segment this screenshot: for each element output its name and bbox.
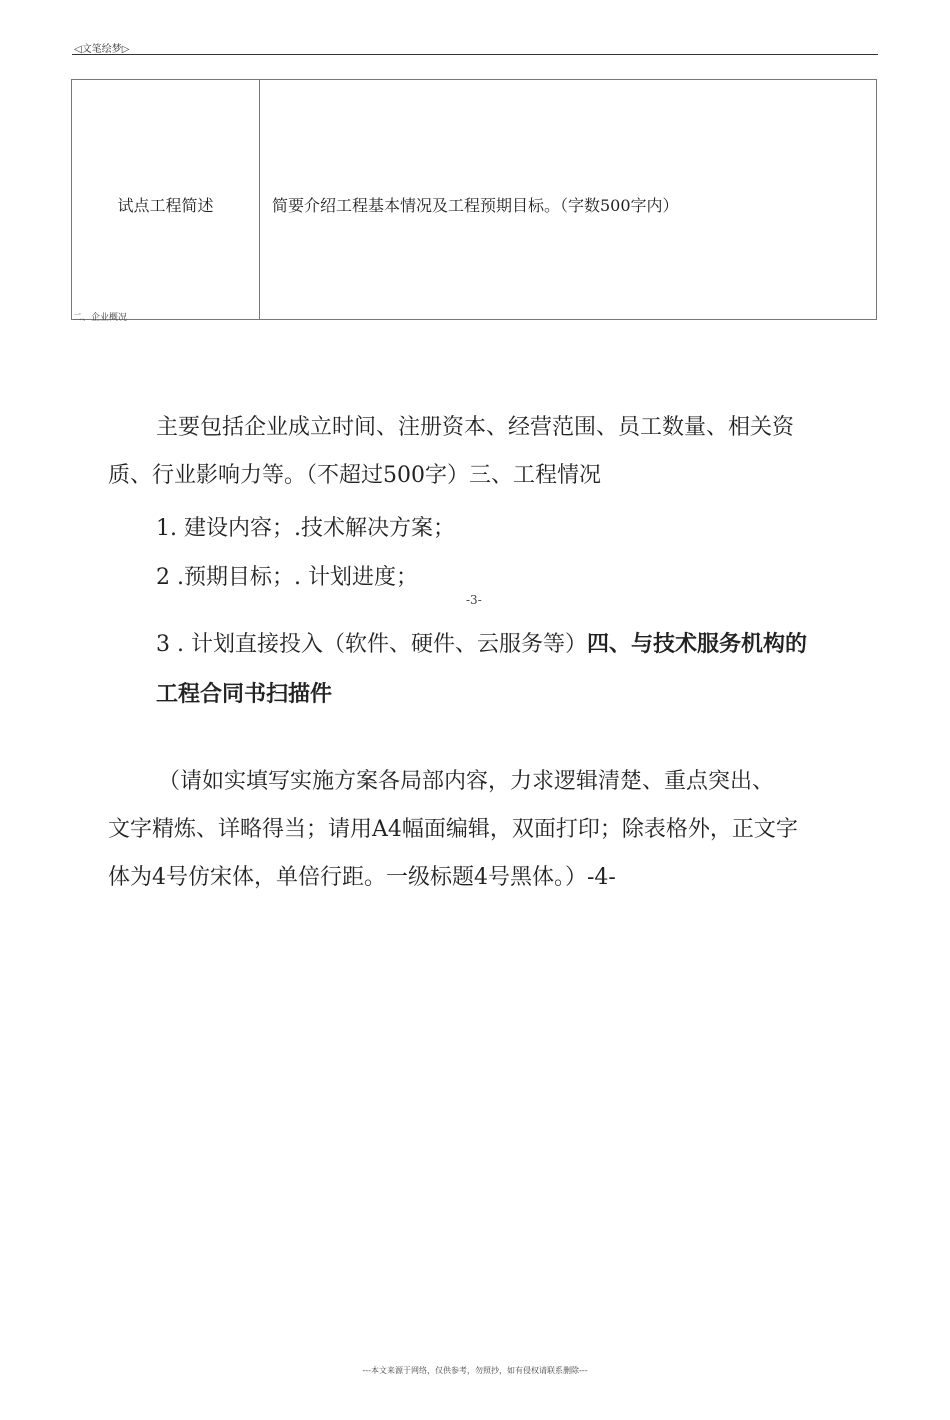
header-rule (72, 54, 878, 55)
note-line: （请如实填写实施方案各局部内容，力求逻辑清楚、重点突出、 (158, 769, 775, 794)
project-table (71, 79, 877, 320)
section-heading-4: 四、与技术服务机构的 (586, 632, 807, 657)
footer-disclaimer: ---本文来源于网络，仅供参考，勿照抄，如有侵权请联系删除--- (362, 1366, 588, 1375)
table-label: 试点工程简述 (117, 196, 214, 215)
header-mark: ◁文笔绘梦▷ (74, 44, 130, 55)
list-item-1: 1. 建设内容；.技术解决方案； (156, 516, 455, 541)
table-body-cell (260, 80, 876, 319)
company-overview-paragraph (108, 404, 880, 500)
table-body-text: 简要介绍工程基本情况及工程预期目标。（字数500字内） (272, 196, 679, 215)
list-item-2: 2 .预期目标；. 计划进度； (156, 565, 418, 590)
list-item-3 (156, 627, 807, 658)
list-item-3-text: 3 . 计划直接投入（软件、硬件、云服务等） (156, 632, 587, 657)
instruction-note (108, 758, 880, 902)
table-label-cell (72, 80, 260, 319)
note-line: 文字精炼、详略得当；请用A4幅面编辑，双面打印；除表格外，正文字 (108, 817, 798, 842)
section-heading-small: 二、企业概况 (73, 313, 128, 323)
note-line: 体为4号仿宋体，单倍行距。一级标题4号黑体。）-4- (108, 865, 616, 890)
paragraph-line: 质、行业影响力等。（不超过500字）三、工程情况 (108, 463, 601, 488)
section-heading-4-cont: 工程合同书扫描件 (156, 682, 333, 707)
page-number-3: -3- (466, 593, 482, 607)
paragraph-line: 主要包括企业成立时间、注册资本、经营范围、员工数量、相关资 (156, 415, 795, 440)
